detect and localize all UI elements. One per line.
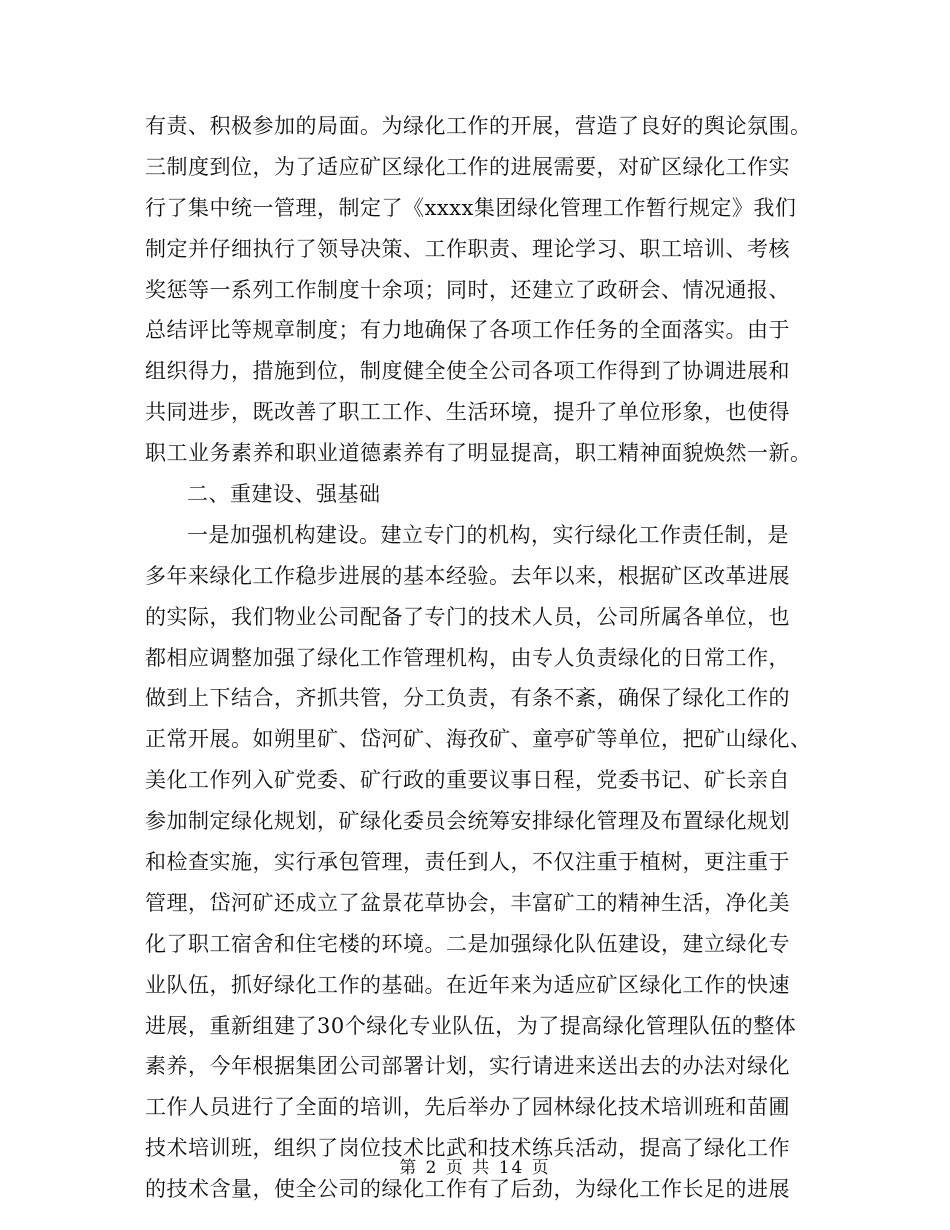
text-line: 共同进步，既改善了职工工作、生活环境，提升了单位形象，也使得 [145, 400, 790, 425]
text-line: 三制度到位，为了适应矿区绿化工作的进展需要，对矿区绿化工作实 [145, 154, 790, 179]
text-line: 组织得力，措施到位，制度健全使全公司各项工作得到了协调进展和 [145, 359, 790, 384]
text-line: 总结评比等规章制度；有力地确保了各项工作任务的全面落实。由于 [145, 318, 790, 343]
text-line: 工作人员进行了全面的培训，先后举办了园林绿化技术培训班和苗圃 [145, 1095, 790, 1120]
text-line: 多年来绿化工作稳步进展的基本经验。去年以来，根据矿区改革进展 [145, 563, 790, 588]
section-heading: 二、重建设、强基础 [187, 482, 381, 507]
text-line: 进展，重新组建了30个绿化专业队伍，为了提高绿化管理队伍的整体 [145, 1013, 797, 1038]
page-footer: 第 2 页 共 14 页 [399, 1158, 551, 1178]
text-line: 化了职工宿舍和住宅楼的环境。二是加强绿化队伍建设，建立绿化专 [145, 931, 790, 956]
text-line: 职工业务素养和职业道德素养有了明显提高，职工精神面貌焕然一新。 [145, 441, 812, 466]
paragraph-start-line: 一是加强机构建设。建立专门的机构，实行绿化工作责任制，是 [187, 522, 789, 547]
text-line: 美化工作列入矿党委、矿行政的重要议事日程，党委书记、矿长亲自 [145, 768, 790, 793]
text-line: 制定并仔细执行了领导决策、工作职责、理论学习、职工培训、考核 [145, 236, 790, 261]
text-line: 的实际，我们物业公司配备了专门的技术人员，公司所属各单位，也 [145, 604, 790, 629]
text-line: 业队伍，抓好绿化工作的基础。在近年来为适应矿区绿化工作的快速 [145, 972, 790, 997]
text-line: 管理，岱河矿还成立了盆景花草协会，丰富矿工的精神生活，净化美 [145, 890, 790, 915]
text-line: 技术培训班，组织了岗位技术比武和技术练兵活动，提高了绿化工作 [145, 1136, 790, 1161]
text-line: 和检查实施，实行承包管理，责任到人，不仅注重于植树，更注重于 [145, 850, 790, 875]
document-body [145, 106, 810, 1210]
text-line: 有责、积极参加的局面。为绿化工作的开展，营造了良好的舆论氛围。 [145, 114, 812, 138]
text-line: 素养，今年根据集团公司部署计划，实行请进来送出去的办法对绿化 [145, 1054, 790, 1079]
text-line: 都相应调整加强了绿化工作管理机构，由专人负责绿化的日常工作， [145, 645, 790, 670]
text-line: 做到上下结合，齐抓共管，分工负责，有条不紊，确保了绿化工作的 [145, 686, 790, 711]
text-line: 参加制定绿化规划，矿绿化委员会统筹安排绿化管理及布置绿化规划 [145, 809, 790, 834]
text-line: 正常开展。如朔里矿、岱河矿、海孜矿、童亭矿等单位，把矿山绿化、 [145, 727, 812, 752]
text-line: 奖惩等一系列工作制度十余项；同时，还建立了政研会、情况通报、 [145, 277, 790, 302]
text-line: 行了集中统一管理，制定了《xxxx集团绿化管理工作暂行规定》我们 [145, 195, 797, 220]
text-line: 的技术含量，使全公司的绿化工作有了后劲，为绿化工作长足的进展 [145, 1177, 790, 1202]
